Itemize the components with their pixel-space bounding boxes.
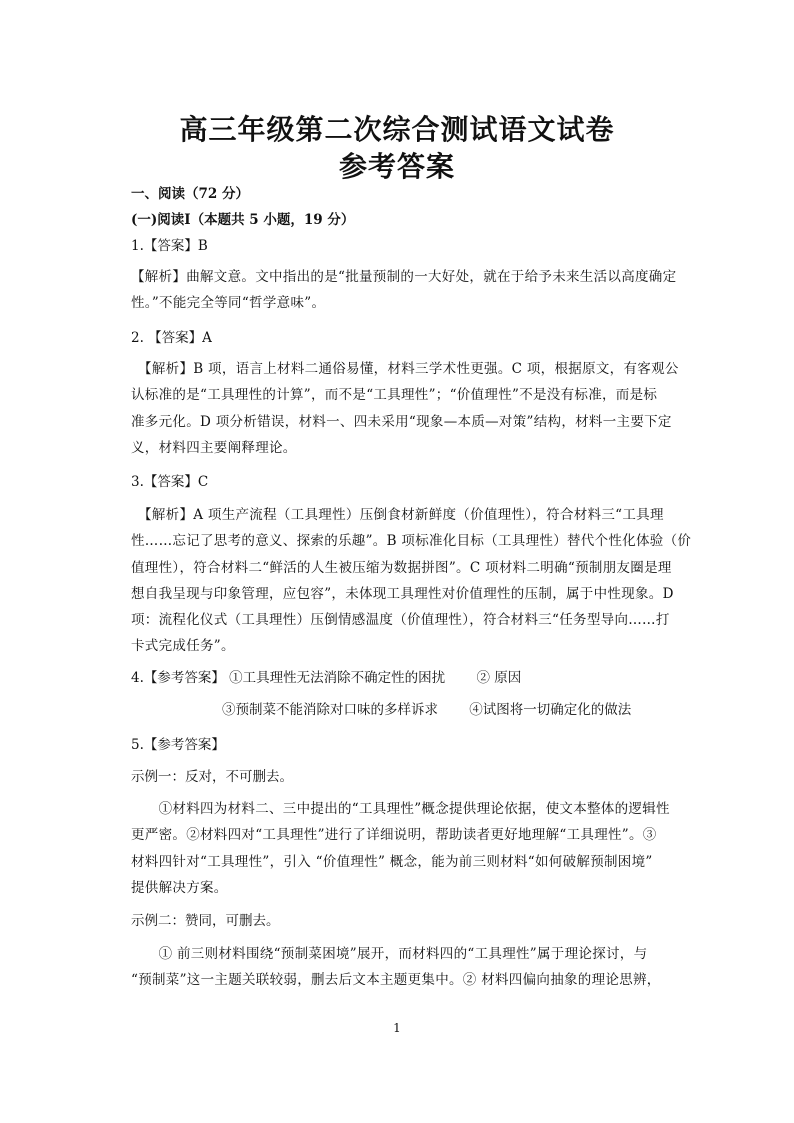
q3-analysis-line: 想自我呈现与印象管理，应包容”，未体现工具理性对价值理性的压制，属于中性现象。D: [131, 585, 674, 602]
q1-analysis-line: 性。”不能完全等同“哲学意味”。: [131, 295, 326, 312]
q5-example-1-line: ①材料四为材料二、三中提出的“工具理性”概念提供理论依据，使文本整体的逻辑性: [131, 801, 670, 817]
q3-analysis-line: 值理性），符合材料二“鲜活的人生被压缩为数据拼图”。C 项材料二明确“预制朋友圈是理: [131, 559, 672, 576]
q3-answer: 3.【答案】C: [131, 474, 209, 490]
q5-example-1-body: [131, 796, 669, 901]
sub-section-heading: (一)阅读Ⅰ（本题共 5 小题，19 分）: [131, 212, 355, 228]
q5-example-2-line: ① 前三则材料围绕“预制菜困境”展开，而材料四的“工具理性”属于理论探讨，与: [131, 946, 648, 962]
q2-analysis-line: 【解析】B 项，语言上材料二通俗易懂，材料三学术性更强。C 项，根据原文，有客观公: [131, 361, 679, 377]
q5-example-2-line: “预制菜”这一主题关联较弱，删去后文本主题更集中。② 材料四偏向抽象的理论思辨，: [131, 972, 661, 989]
section-heading: 一、阅读（72 分）: [131, 186, 249, 202]
q1-analysis: [131, 264, 677, 317]
q2-analysis-line: 认标准的是“工具理性的计算”，而不是“工具理性”；“价值理性”不是没有标准，而是标: [131, 387, 658, 404]
q3-analysis: [131, 502, 692, 660]
q5-example-2-body: [131, 941, 669, 994]
q2-analysis: [131, 356, 679, 461]
q4-answer-row-2: ③预制菜不能消除对口味的多样诉求 ④试图将一切确定化的做法: [222, 702, 632, 718]
q5-example-1-title: 示例一：反对，不可删去。: [131, 769, 293, 785]
q3-analysis-line: 【解析】A 项生产流程（工具理性）压倒食材新鲜度（价值理性），符合材料三“工具理: [131, 507, 664, 523]
q5-answer: 5.【参考答案】: [131, 737, 225, 753]
q1-analysis-line: 【解析】曲解文意。文中指出的是“批量预制的一大好处，就在于给予未来生活以高度确定: [131, 269, 677, 285]
page-subtitle: 参考答案: [338, 150, 455, 183]
q3-analysis-line: 性……忘记了思考的意义、探索的乐趣”。B 项标准化目标（工具理性）替代个性化体验（价: [131, 533, 692, 550]
q1-answer: 1.【答案】B: [131, 238, 208, 254]
q2-answer: 2. 【答案】A: [131, 330, 212, 346]
q5-example-1-line: 提供解决方案。: [131, 879, 228, 896]
q5-example-1-line: 材料四针对“工具理性”，引入 “价值理性” 概念，能为前三则材料“如何破解预制困境”: [131, 853, 653, 870]
q4-answer-row-1: 4.【参考答案】 ①工具理性无法消除不确定性的困扰 ② 原因: [131, 670, 522, 686]
page-title: 高三年级第二次综合测试语文试卷: [179, 113, 615, 146]
q5-example-1-line: 更严密。②材料四对“工具理性”进行了详细说明，帮助读者更好地理解“工具理性”。③: [131, 827, 657, 844]
q2-analysis-line: 义，材料四主要阐释理论。: [131, 439, 297, 456]
q3-analysis-line: 项：流程化仪式（工具理性）压倒情感温度（价值理性），符合材料三“任务型导向……打: [131, 612, 670, 629]
page-number: 1: [393, 1021, 401, 1035]
q5-example-2-title: 示例二：赞同，可删去。: [131, 913, 280, 929]
q3-analysis-line: 卡式完成任务”。: [131, 638, 235, 655]
q2-analysis-line: 准多元化。D 项分析错误，材料一、四未采用“现象—本质—对策”结构，材料一主要下定: [131, 413, 672, 430]
